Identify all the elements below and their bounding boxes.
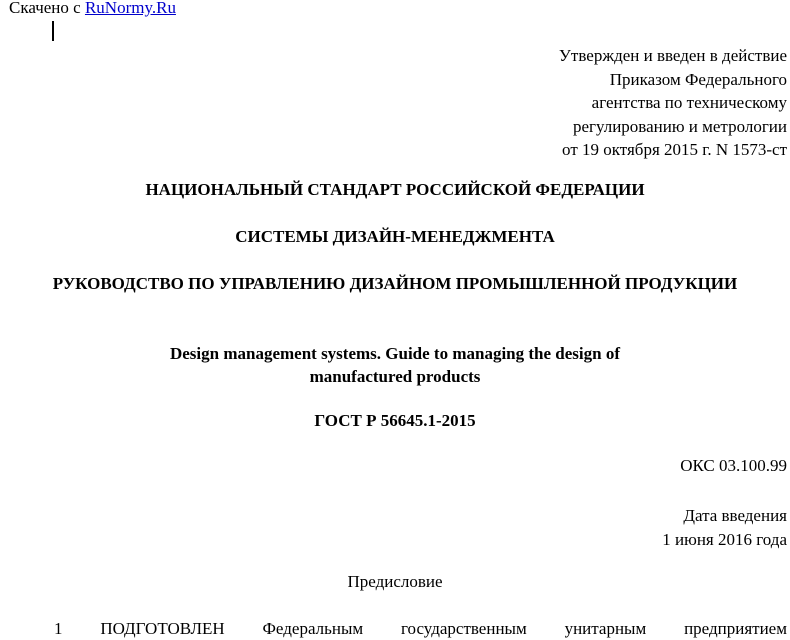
text-cursor: [52, 21, 54, 41]
introduction-date-label: Дата введения: [683, 506, 787, 525]
approval-line: регулированию и метрологии: [572, 116, 787, 136]
english-title: Design management systems. Guide to managing the design of manufactured products: [169, 344, 621, 386]
approval-line: агентства по техническому: [591, 93, 787, 112]
foreword-heading: Предисловие: [347, 572, 443, 591]
approval-line: Приказом Федерального: [609, 69, 787, 89]
systems-title: СИСТЕМЫ ДИЗАЙН-МЕНЕДЖМЕНТА: [235, 227, 555, 246]
guide-title: РУКОВОДСТВО ПО УПРАВЛЕНИЮ ДИЗАЙНОМ ПРОМЫШЛЕННОЙ ПРОДУКЦИИ: [52, 274, 738, 293]
approval-line: Утвержден и введен в действие: [558, 46, 787, 65]
source-link[interactable]: RuNormy.Ru: [84, 0, 176, 17]
approval-block: [387, 44, 787, 162]
first-paragraph: 1 ПОДГОТОВЛЕН Федеральным государственным унитарным предприятием: [54, 619, 787, 638]
national-standard-title: НАЦИОНАЛЬНЫЙ СТАНДАРТ РОССИЙСКОЙ ФЕДЕРАЦИИ: [145, 180, 645, 199]
source-note: [9, 0, 176, 18]
approval-line: от 19 октября 2015 г. N 1573-ст: [562, 140, 787, 159]
oks-code: ОКС 03.100.99: [680, 456, 787, 475]
source-prefix: Скачено с: [9, 0, 81, 17]
gost-number: ГОСТ Р 56645.1-2015: [314, 411, 476, 430]
introduction-date: [662, 504, 787, 551]
introduction-date-value: 1 июня 2016 года: [662, 529, 787, 549]
